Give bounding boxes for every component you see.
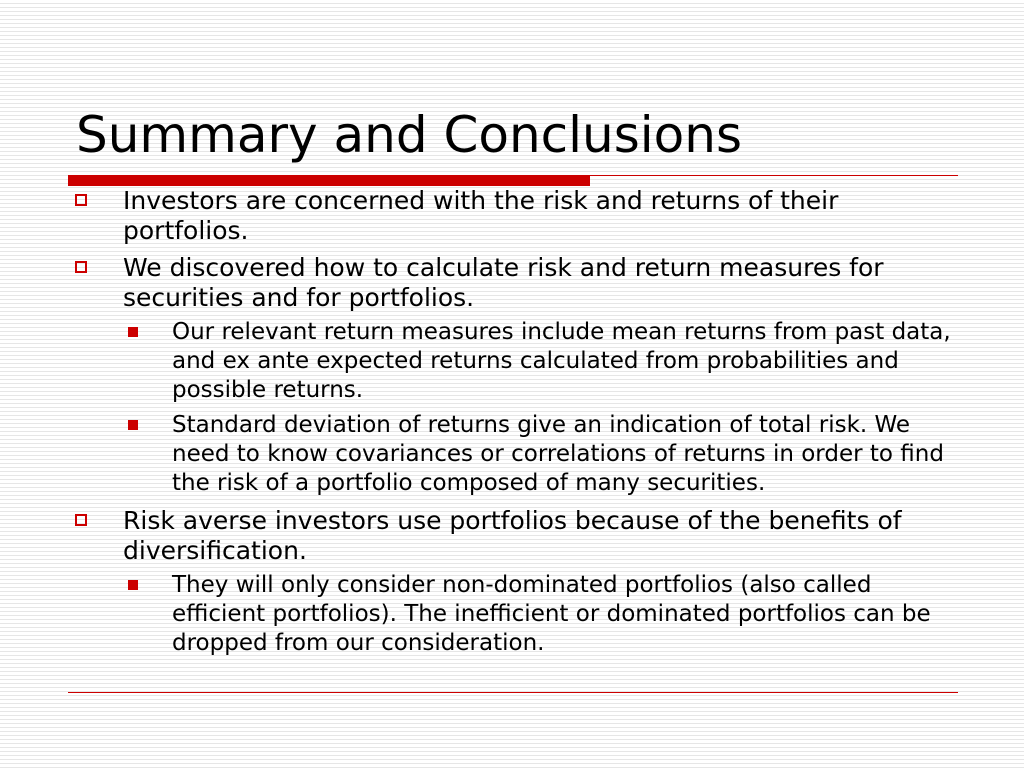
bullet-text: Investors are concerned with the risk and returns of their portfolios. — [123, 186, 839, 245]
slide-title: Summary and Conclusions — [76, 106, 743, 164]
filled-square-bullet-icon — [128, 327, 138, 337]
bullet-text: We discovered how to calculate risk and return measures for securities and for portfolios. — [123, 253, 884, 312]
filled-square-bullet-icon — [128, 420, 138, 430]
hollow-square-bullet-icon — [75, 514, 87, 526]
sub-bullet-item — [172, 571, 957, 658]
bullet-item — [123, 253, 953, 312]
sub-bullet-item — [172, 411, 957, 498]
sub-bullet-text: Our relevant return measures include mean returns from past data, and ex ante expected returns calculated from probabilities and possible returns. — [172, 319, 951, 403]
sub-bullet-text: Standard deviation of returns give an indication of total risk. We need to know covariances or correlations of returns in order to find the risk of a portfolio composed of many securities. — [172, 412, 944, 496]
filled-square-bullet-icon — [128, 580, 138, 590]
bullet-list — [0, 186, 1024, 658]
sub-bullet-text: They will only consider non-dominated portfolios (also called efficient portfolios). The inefficient or dominated portfolios can be dropped from our consideration. — [172, 572, 931, 656]
bottom-divider — [68, 692, 958, 693]
bullet-item — [123, 186, 953, 245]
hollow-square-bullet-icon — [75, 194, 87, 206]
bullet-text: Risk averse investors use portfolios because of the benefits of diversification. — [123, 506, 902, 565]
sub-bullet-item — [172, 318, 957, 405]
hollow-square-bullet-icon — [75, 261, 87, 273]
title-underline-thin — [590, 175, 958, 176]
title-underline-thick — [68, 175, 590, 186]
bullet-item — [123, 506, 953, 565]
